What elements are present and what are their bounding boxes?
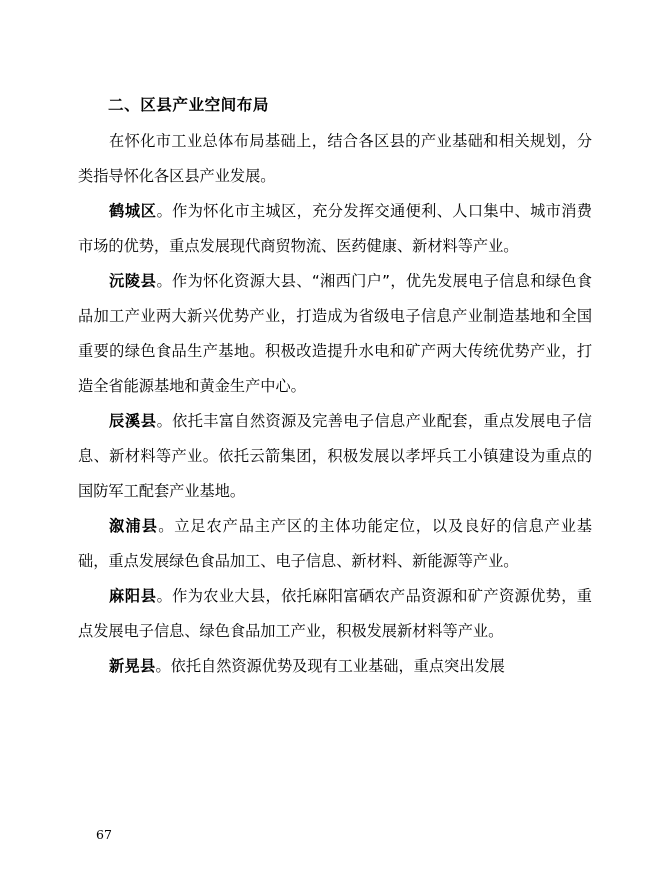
paragraph-yuanling-county bbox=[78, 264, 592, 404]
paragraph-lead: 鹤城区 bbox=[109, 202, 157, 220]
paragraph-xupu-county bbox=[78, 509, 592, 579]
paragraph-text: 。依托自然资源优势及现有工业基础，重点突出发展 bbox=[155, 657, 505, 675]
paragraph-text: 。作为怀化资源大县、“湘西门户”，优先发展电子信息和绿色食品加工产业两大新兴优势产业，打造成为省级电子信息产业制造基地和全国重要的绿色食品生产基地。积极改造提升水电和矿产两大传统优势产业，打造全省能源基地和黄金生产中心。 bbox=[78, 272, 592, 395]
paragraph-text: 。立足农产品主产区的主体功能定位，以及良好的信息产业基础，重点发展绿色食品加工、电子信息、新材料、新能源等产业。 bbox=[78, 517, 592, 570]
paragraph-hecheng-district bbox=[78, 194, 592, 264]
paragraph-text: 在怀化市工业总体布局基础上，结合各区县的产业基础和相关规划，分类指导怀化各区县产业发展。 bbox=[78, 132, 592, 185]
paragraph-chenxi-county bbox=[78, 404, 592, 509]
paragraph-text: 。作为怀化市主城区，充分发挥交通便利、人口集中、城市消费市场的优势，重点发展现代商贸物流、医药健康、新材料等产业。 bbox=[78, 202, 592, 255]
paragraph-mayang-county bbox=[78, 579, 592, 649]
paragraph-lead: 辰溪县 bbox=[109, 412, 157, 430]
page-number: 67 bbox=[96, 827, 112, 842]
paragraph-text: 。作为农业大县，依托麻阳富硒农产品资源和矿产资源优势，重点发展电子信息、绿色食品加工产业，积极发展新材料等产业。 bbox=[78, 587, 592, 640]
paragraph-lead: 溆浦县 bbox=[109, 517, 159, 535]
paragraph-lead: 麻阳县 bbox=[109, 587, 157, 605]
paragraph-text: 。依托丰富自然资源及完善电子信息产业配套，重点发展电子信息、新材料等产业。依托云箭集团，积极发展以孝坪兵工小镇建设为重点的国防军工配套产业基地。 bbox=[78, 412, 592, 500]
paragraph-intro bbox=[78, 124, 592, 194]
paragraph-xinhuang-county bbox=[78, 649, 592, 684]
section-heading: 二、区县产业空间布局 bbox=[108, 95, 269, 114]
paragraph-lead: 新晃县 bbox=[109, 657, 156, 675]
paragraph-lead: 沅陵县 bbox=[109, 272, 157, 290]
document-body bbox=[78, 124, 592, 684]
